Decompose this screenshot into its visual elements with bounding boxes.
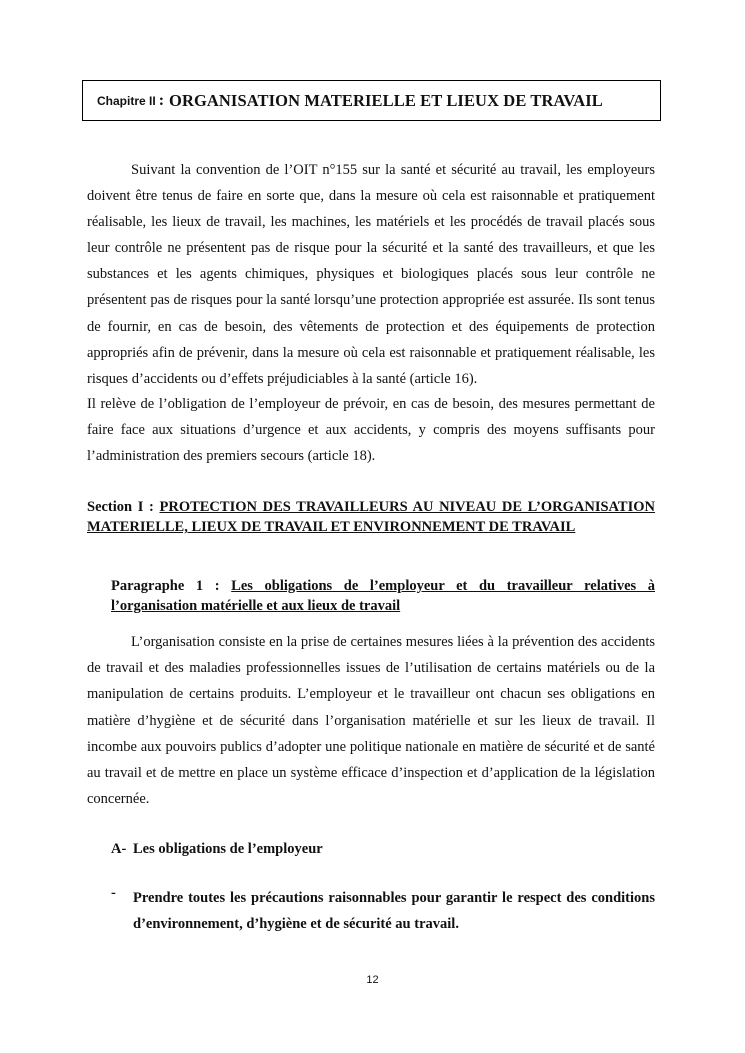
subheading: [111, 841, 323, 858]
intro-paragraph-2: Il relève de l’obligation de l’employeur de prévoir, en cas de besoin, des mesures permettant de faire face aux situations d’urgence et aux accidents, y compris des moyens suffisants pour l’administration des premiers secours (article 18).: [87, 396, 655, 465]
section-label: Section I :: [87, 499, 154, 515]
subheading-marker: A-: [111, 841, 127, 857]
paragraphe-label: Paragraphe 1 :: [111, 578, 220, 594]
section-heading: [87, 497, 655, 537]
bullet-marker: -: [111, 885, 116, 901]
section-title: PROTECTION DES TRAVAILLEURS AU NIVEAU DE L’ORGANISATION MATERIELLE, LIEUX DE TRAVAIL ET ENVIRONNEMENT DE TRAVAIL: [87, 499, 655, 535]
page-number: 12: [366, 974, 379, 986]
body-paragraph: L’organisation consiste en la prise de certaines mesures liées à la prévention des accidents de travail et des maladies professionnelles issues de l’utilisation de certains matériels ou de la manipulation de certains produits. L’employeur et le travailleur ont chacun ses obligations en matière d’hygiène et de sécurité dans l’organisation matérielle et sur les lieux de travail. Il incombe aux pouvoirs publics d’adopter une politique nationale en matière de sécurité et de santé au travail et de mettre en place un système efficace d’inspection et d’application de la législation concernée.: [87, 634, 655, 808]
paragraphe-title: Les obligations de l’employeur et du travailleur relatives à l’organisation matérielle et aux lieux de travail: [111, 578, 655, 614]
paragraphe-heading: [111, 576, 655, 616]
chapter-heading-box: [82, 80, 661, 121]
chapter-separator: :: [158, 91, 165, 109]
chapter-title: ORGANISATION MATERIELLE ET LIEUX DE TRAVAIL: [169, 90, 603, 110]
intro-paragraph-1: Suivant la convention de l’OIT n°155 sur la santé et sécurité au travail, les employeurs doivent être tenus de faire en sorte que, dans la mesure où cela est raisonnable et pratiquement réalisable, les lieux de travail, les machines, les matériels et les procédés de travail placés sous leur contrôle ne présentent pas de risque pour la sécurité et la santé des travailleurs, et que les substances et les agents chimiques, physiques et biologiques placés sous leur contrôle ne présentent pas de risques pour la santé lorsqu’une protection appropriée est assurée. Ils sont tenus de fournir, en cas de besoin, des vêtements de protection et des équipements de protection appropriés afin de prévenir, dans la mesure où cela est raisonnable et pratiquement réalisable, les risques d’accidents ou d’effets préjudiciables à la santé (article 16).: [87, 162, 655, 387]
bullet-text: Prendre toutes les précautions raisonnables pour garantir le respect des conditions d’environnement, d’hygiène et de sécurité au travail.: [133, 890, 655, 932]
subheading-title: Les obligations de l’employeur: [133, 841, 323, 857]
chapter-label: Chapitre II: [97, 93, 156, 108]
